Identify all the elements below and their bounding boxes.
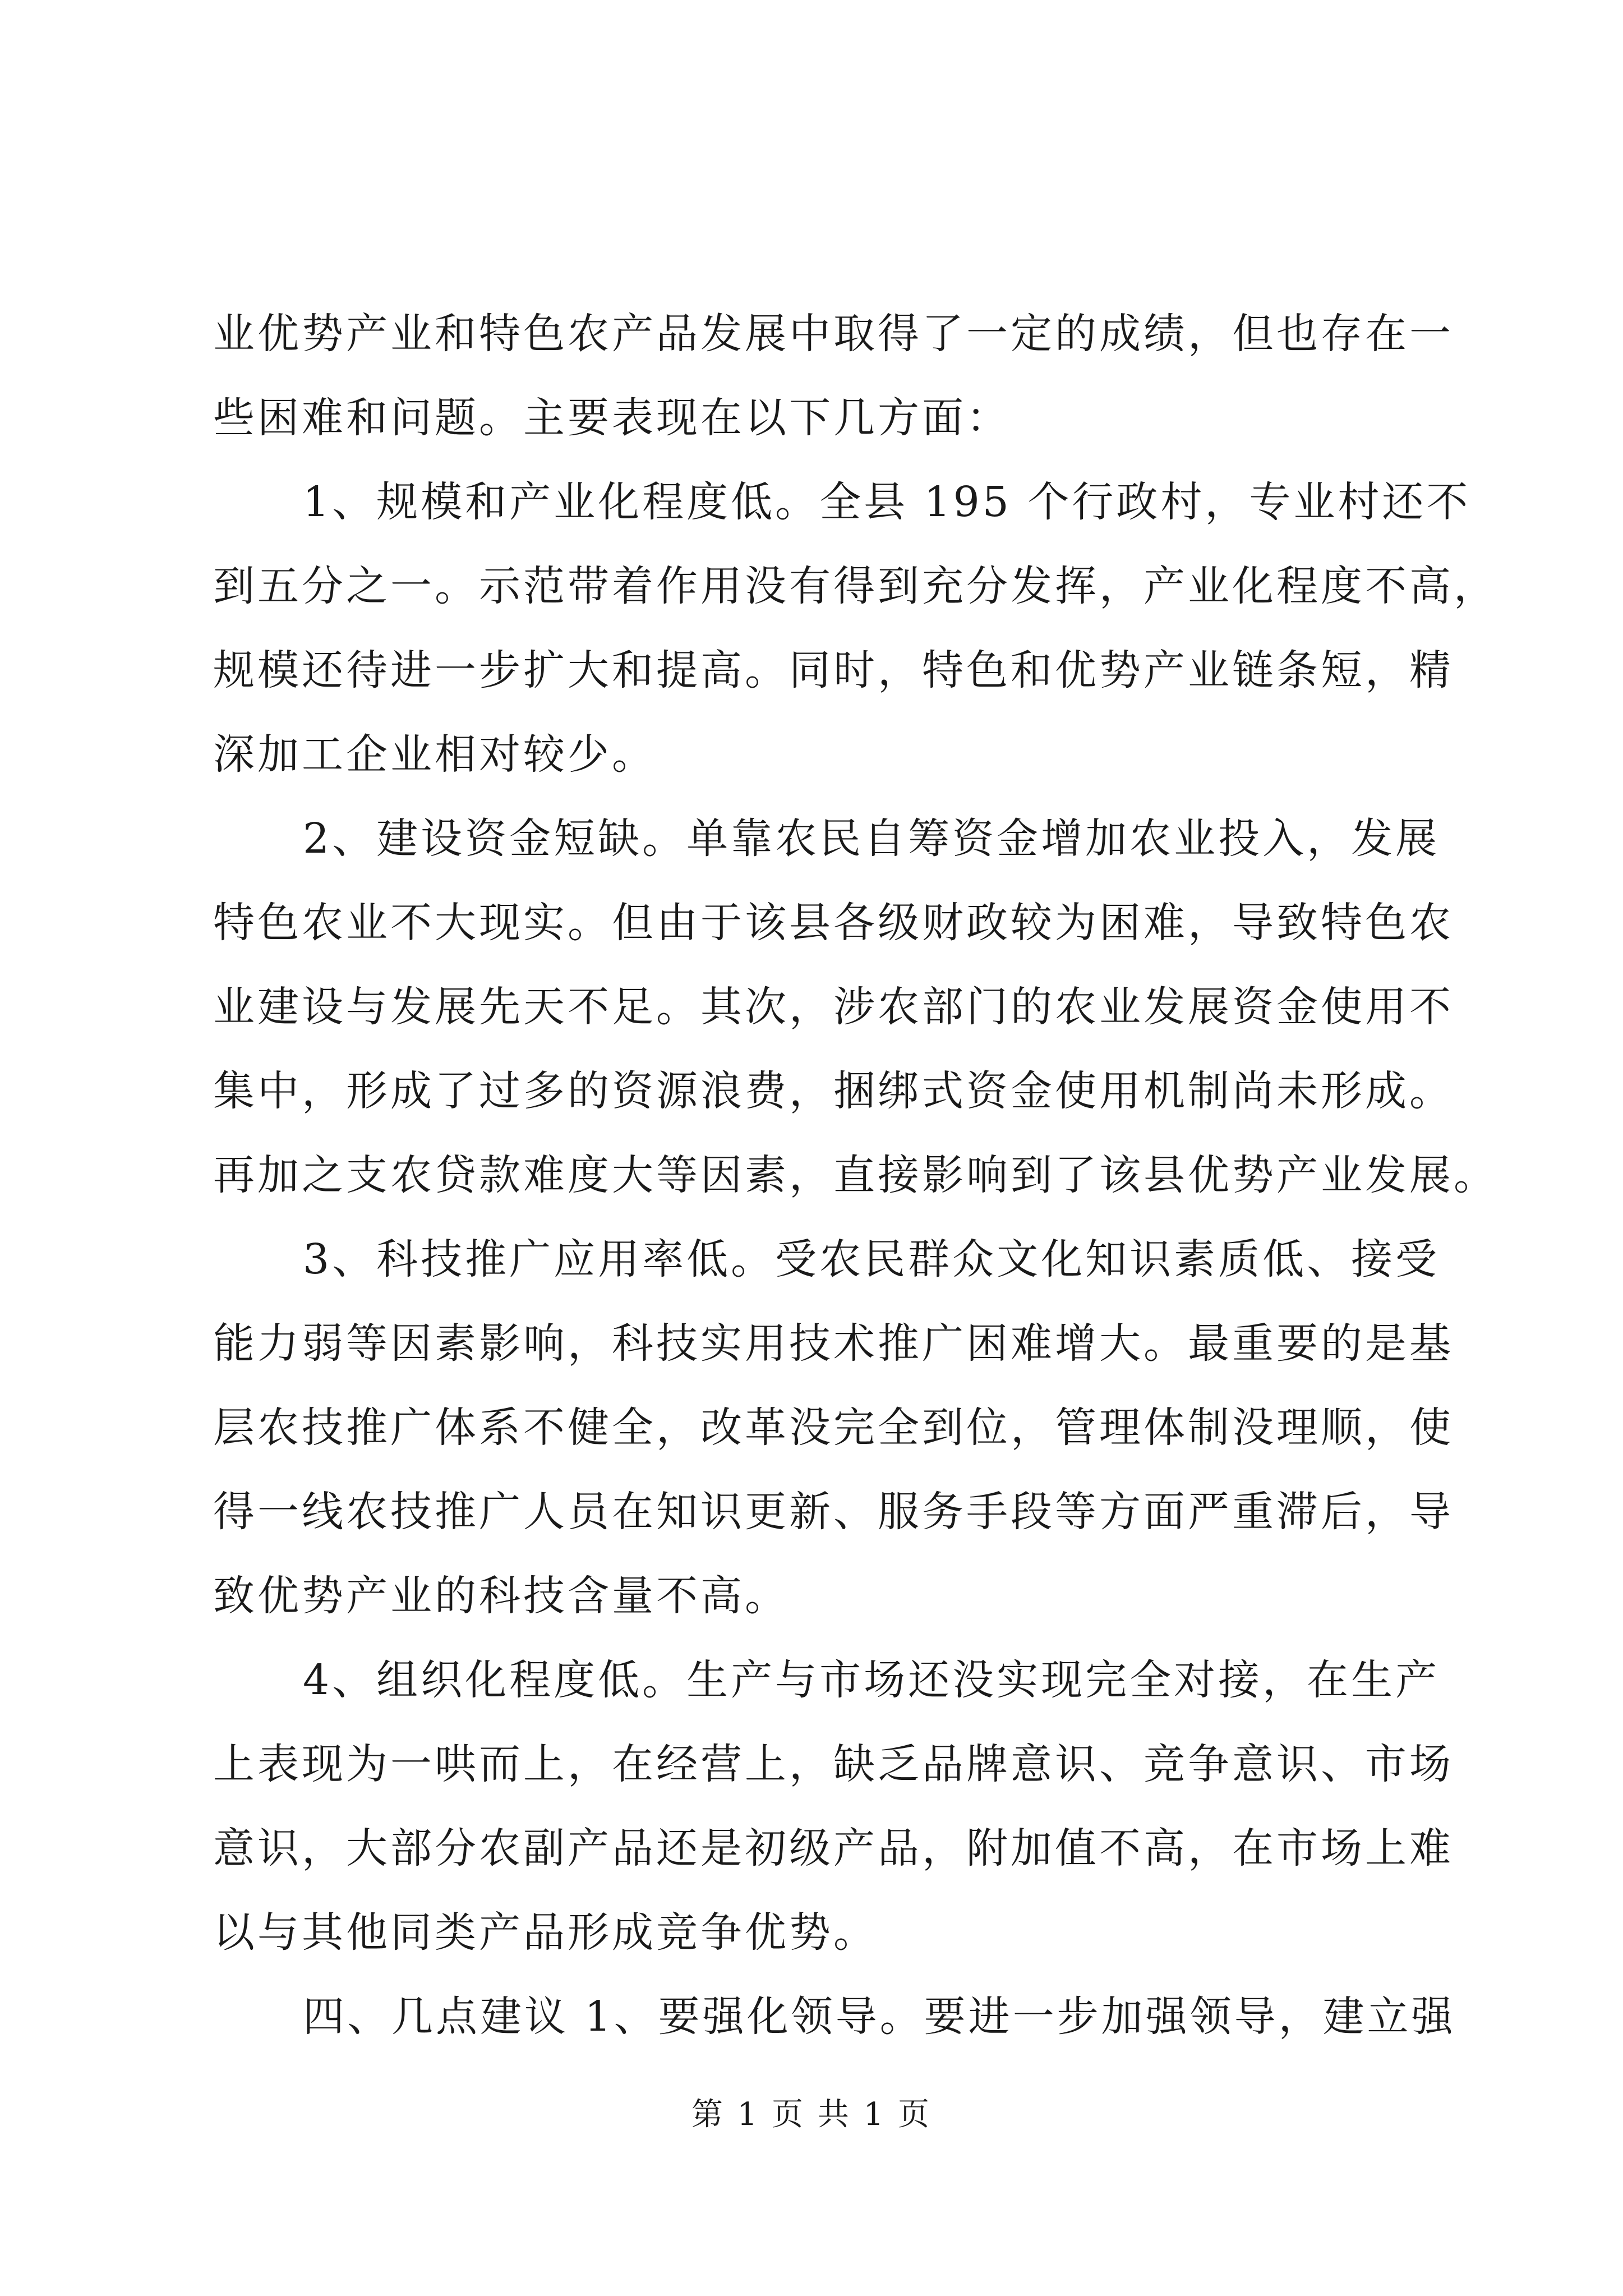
text-line: 致优势产业的科技含量不高。 [213,1572,789,1620]
text-line: 上表现为一哄而上，在经营上，缺乏品牌意识、竞争意识、市场 [213,1740,1454,1788]
text-line: 业建设与发展先天不足。其次，涉农部门的农业发展资金使用不 [213,983,1454,1031]
text-line: 以与其他同类产品形成竞争优势。 [213,1908,878,1957]
text-line: 些困难和问题。主要表现在以下几方面： [213,394,1011,442]
text-line: 3、科技推广应用率低。受农民群众文化知识素质低、接受 [303,1235,1440,1283]
text-line: 得一线农技推广人员在知识更新、服务手段等方面严重滞后，导 [213,1488,1454,1536]
text-line: 1、规模和产业化程度低。全县 195 个行政村，专业村还不 [303,478,1471,526]
text-line: 再加之支农贷款难度大等因素，直接影响到了该县优势产业发展。 [213,1151,1498,1199]
text-line: 层农技推广体系不健全，改革没完全到位，管理体制没理顺，使 [213,1404,1454,1452]
text-line: 特色农业不大现实。但由于该县各级财政较为困难，导致特色农 [213,899,1454,947]
text-line: 深加工企业相对较少。 [213,730,656,779]
page-number-footer: 第 1 页 共 1 页 [691,2096,932,2133]
text-line: 能力弱等因素影响，科技实用技术推广困难增大。最重要的是基 [213,1319,1454,1368]
document-body [213,292,1498,2059]
text-line: 业优势产业和特色农产品发展中取得了一定的成绩，但也存在一 [213,310,1454,358]
text-line: 意识，大部分农副产品还是初级产品，附加值不高，在市场上难 [213,1824,1454,1872]
text-line: 到五分之一。示范带着作用没有得到充分发挥，产业化程度不高， [213,562,1498,610]
text-line: 集中，形成了过多的资源浪费，捆绑式资金使用机制尚未形成。 [213,1067,1454,1115]
text-line: 2、建设资金短缺。单靠农民自筹资金增加农业投入，发展 [303,815,1440,863]
text-line: 4、组织化程度低。生产与市场还没实现完全对接，在生产 [303,1656,1440,1704]
text-line: 四、几点建议 1、要强化领导。要进一步加强领导，建立强 [303,1993,1456,2041]
text-line: 规模还待进一步扩大和提高。同时，特色和优势产业链条短，精 [213,646,1454,694]
